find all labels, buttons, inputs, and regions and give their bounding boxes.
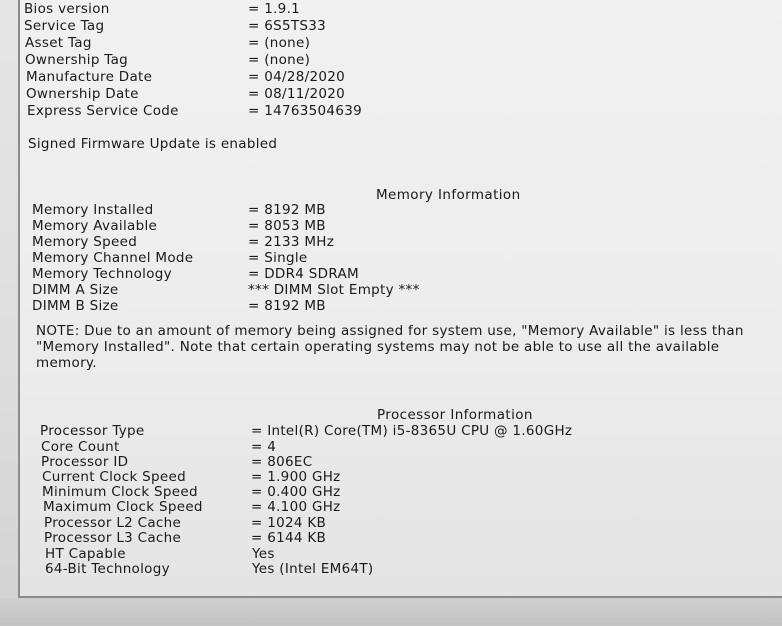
row-label: Memory Installed: [32, 202, 154, 218]
row-value: = 1.900 GHz: [251, 469, 341, 485]
row-label: Current Clock Speed: [42, 469, 186, 485]
row-value: = 8053 MB: [248, 218, 326, 234]
firmware-status: Signed Firmware Update is enabled: [28, 136, 278, 152]
row-label: Service Tag: [24, 18, 105, 34]
row-value: *** DIMM Slot Empty ***: [248, 282, 420, 298]
memory-information-heading: Memory Information: [376, 187, 521, 203]
row-label: Processor ID: [41, 454, 129, 470]
processor-information-heading: Processor Information: [377, 407, 533, 423]
row-value: = (none): [248, 35, 311, 51]
row-label: Maximum Clock Speed: [43, 499, 203, 515]
row-value: = DDR4 SDRAM: [248, 266, 359, 282]
system-information-panel: [18, 0, 782, 598]
row-value: = 08/11/2020: [248, 86, 346, 102]
row-value: = 1.9.1: [248, 1, 301, 17]
row-label: Ownership Date: [26, 86, 139, 102]
row-value: = 1024 KB: [251, 515, 327, 531]
row-value: Yes: [252, 546, 275, 562]
row-label: Processor Type: [40, 423, 145, 439]
row-value: = 14763504639: [248, 103, 362, 119]
row-value: = 04/28/2020: [248, 69, 346, 85]
row-label: Ownership Tag: [25, 52, 129, 68]
screen-bottom-bezel: [0, 598, 782, 626]
row-value: = 2133 MHz: [248, 234, 335, 250]
row-label: Core Count: [41, 439, 120, 455]
row-value: = 0.400 GHz: [251, 484, 341, 500]
row-value: = 6S5TS33: [248, 18, 327, 34]
row-label: Minimum Clock Speed: [42, 484, 198, 500]
row-label: Memory Technology: [32, 266, 172, 282]
row-label: Memory Available: [32, 218, 158, 234]
row-value: = 6144 KB: [251, 530, 327, 546]
row-label: Bios version: [24, 1, 110, 17]
row-value: = Intel(R) Core(TM) i5-8365U CPU @ 1.60GHz: [251, 423, 573, 439]
row-label: HT Capable: [45, 546, 126, 562]
row-label: Processor L3 Cache: [44, 530, 182, 546]
row-label: Memory Speed: [32, 234, 138, 250]
row-label: Memory Channel Mode: [32, 250, 194, 266]
row-value: = Single: [248, 250, 308, 266]
row-value: = 8192 MB: [248, 202, 326, 218]
row-value: = (none): [248, 52, 311, 68]
row-label: Asset Tag: [25, 35, 92, 51]
row-label: Express Service Code: [27, 103, 179, 119]
row-label: DIMM B Size: [32, 298, 119, 314]
row-value: = 8192 MB: [248, 298, 326, 314]
memory-note: NOTE: Due to an amount of memory being assigned for system use, "Memory Available" is less than "Memory Installed". Note that certain operating systems may not be able to use all the available memory.: [36, 323, 744, 371]
row-label: 64-Bit Technology: [45, 561, 170, 577]
row-value: = 4.100 GHz: [251, 499, 341, 515]
row-value: = 4: [251, 439, 277, 455]
row-value: Yes (Intel EM64T): [252, 561, 374, 577]
row-value: = 806EC: [251, 454, 313, 470]
row-label: Manufacture Date: [26, 69, 153, 85]
row-label: Processor L2 Cache: [44, 515, 182, 531]
row-label: DIMM A Size: [32, 282, 119, 298]
